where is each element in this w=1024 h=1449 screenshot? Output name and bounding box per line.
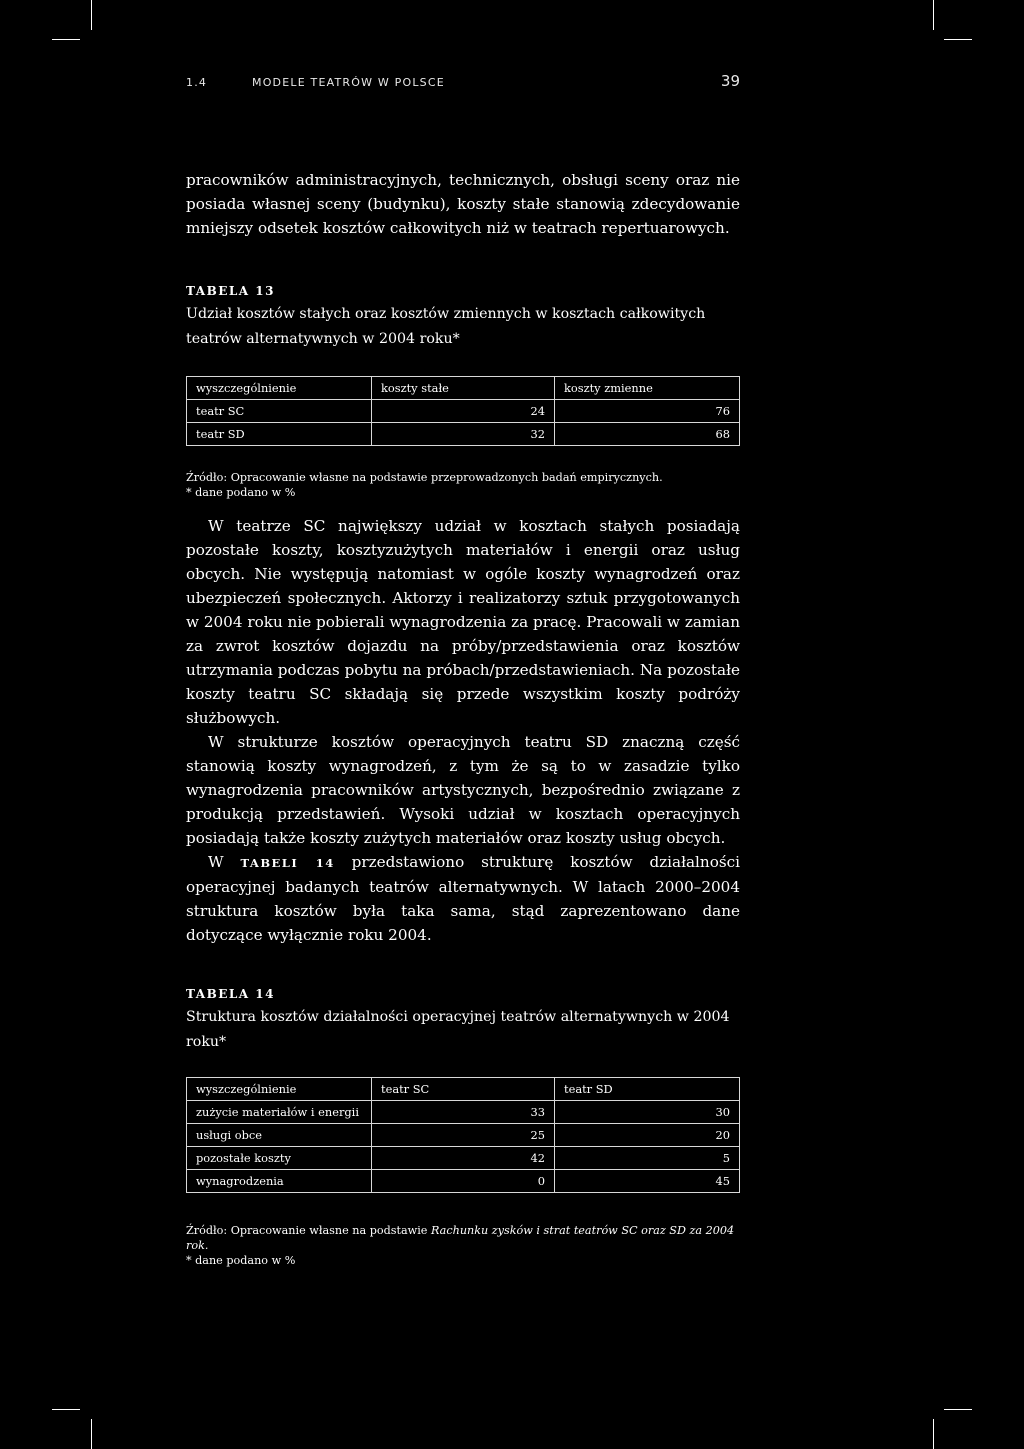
table-cell: teatr SC bbox=[187, 400, 372, 423]
table-cell: 30 bbox=[555, 1101, 740, 1124]
table-row bbox=[187, 1147, 740, 1170]
table-row bbox=[187, 1170, 740, 1193]
table-cell: 20 bbox=[555, 1124, 740, 1147]
table13-source: Źródło: Opracowanie własne na podstawie przeprowadzonych badań empirycznych. bbox=[186, 471, 663, 484]
table-cell: zużycie materiałów i energii bbox=[187, 1101, 372, 1124]
table-cell: 24 bbox=[372, 400, 555, 423]
crop-mark-bottom-left-vertical bbox=[91, 1419, 92, 1449]
paragraph-text: przedstawiono strukturę kosztów działalności operacyjnej badanych teatrów alternatywnych. W latach 2000–2004 struktura kosztów była taka sama, stąd zaprezentowano dane dotyczące wyłącznie roku 2004. bbox=[186, 853, 740, 944]
crop-mark-top-right-horizontal bbox=[944, 39, 972, 40]
table-cell: usługi obce bbox=[187, 1124, 372, 1147]
table-header-cell: teatr SC bbox=[372, 1078, 555, 1101]
crop-mark-bottom-right-vertical bbox=[933, 1419, 934, 1449]
book-page bbox=[186, 70, 740, 1268]
table14 bbox=[186, 1077, 740, 1193]
table-cell: 25 bbox=[372, 1124, 555, 1147]
table14-label: TABELA 14 bbox=[186, 987, 275, 1001]
intro-paragraph: pracowników administracyjnych, technicznych, obsługi sceny oraz nie posiada własnej sceny (budynku), koszty stałe stanowią zdecydowanie mniejszy odsetek kosztów całkowitych niż w teatrach repertuarowych. bbox=[186, 171, 740, 237]
body-paragraph-2: W strukturze kosztów operacyjnych teatru SD znaczną część stanowią koszty wynagrodzeń, z tym że są to w zasadzie tylko wynagrodzenia pracowników artystycznych, bezpośrednio związane z produkcją przedstawień. Wysoki udział w kosztach operacyjnych posiadają także koszty zużytych materiałów oraz koszty usług obcych. bbox=[186, 733, 740, 847]
table-row bbox=[187, 1124, 740, 1147]
crop-mark-top-right-vertical bbox=[933, 0, 934, 30]
crop-mark-bottom-right-horizontal bbox=[944, 1409, 972, 1410]
chapter-title: MODELE TEATRÓW W POLSCE bbox=[252, 76, 445, 89]
crop-mark-top-left-horizontal bbox=[52, 39, 80, 40]
table-cell: 45 bbox=[555, 1170, 740, 1193]
table-header-cell: teatr SD bbox=[555, 1078, 740, 1101]
table-row bbox=[187, 1101, 740, 1124]
table-cell: 42 bbox=[372, 1147, 555, 1170]
table-header-cell: koszty zmienne bbox=[555, 377, 740, 400]
table-cell: 68 bbox=[555, 423, 740, 446]
table-header-cell: wyszczególnienie bbox=[187, 1078, 372, 1101]
table-row bbox=[187, 423, 740, 446]
table-header-cell: koszty stałe bbox=[372, 377, 555, 400]
source-title: Rachunku zysków i strat teatrów SC oraz SD za 2004 rok. bbox=[186, 1224, 735, 1252]
table-cell: 0 bbox=[372, 1170, 555, 1193]
table13-label: TABELA 13 bbox=[186, 284, 275, 298]
source-text: Źródło: Opracowanie własne na podstawie bbox=[186, 1224, 431, 1237]
paragraph-text: W bbox=[208, 853, 241, 871]
table14-source bbox=[186, 1223, 740, 1253]
table-cell: 33 bbox=[372, 1101, 555, 1124]
table-cell: wynagrodzenia bbox=[187, 1170, 372, 1193]
body-paragraph-1: W teatrze SC największy udział w kosztach stałych posiadają pozostałe koszty, kosztyzużytych materiałów i energii oraz usług obcych. Nie występują natomiast w ogóle koszty wynagrodzeń oraz ubezpieczeń społecznych. Aktorzy i realizatorzy sztuk przygotowanych w 2004 roku nie pobierali wynagrodzenia za pracę. Pracowali w zamian za zwrot kosztów dojazdu na próby/przedstawienia oraz kosztów utrzymania podczas pobytu na próbach/przedstawieniach. Na pozostałe koszty teatru SC składają się przede wszystkim koszty podróży służbowych. bbox=[186, 517, 740, 727]
table-reference: TABELI 14 bbox=[240, 856, 335, 870]
running-head bbox=[186, 70, 740, 94]
table-header-cell: wyszczególnienie bbox=[187, 377, 372, 400]
body-paragraph-3 bbox=[186, 850, 740, 947]
table-cell: teatr SD bbox=[187, 423, 372, 446]
crop-mark-bottom-left-horizontal bbox=[52, 1409, 80, 1410]
table-cell: pozostałe koszty bbox=[187, 1147, 372, 1170]
page-number: 39 bbox=[720, 72, 740, 90]
table14-title: Struktura kosztów działalności operacyjnej teatrów alternatywnych w 2004 roku* bbox=[186, 1009, 730, 1050]
table-cell: 32 bbox=[372, 423, 555, 446]
table-header-row bbox=[187, 377, 740, 400]
table-header-row bbox=[187, 1078, 740, 1101]
table-row bbox=[187, 400, 740, 423]
table13 bbox=[186, 376, 740, 446]
table14-note: * dane podano w % bbox=[186, 1254, 296, 1267]
table13-title: Udział kosztów stałych oraz kosztów zmiennych w kosztach całkowitych teatrów alternatywnych w 2004 roku* bbox=[186, 306, 706, 347]
crop-mark-top-left-vertical bbox=[91, 0, 92, 30]
section-number: 1.4 bbox=[186, 76, 208, 89]
table13-note: * dane podano w % bbox=[186, 486, 296, 499]
table-cell: 5 bbox=[555, 1147, 740, 1170]
table-cell: 76 bbox=[555, 400, 740, 423]
